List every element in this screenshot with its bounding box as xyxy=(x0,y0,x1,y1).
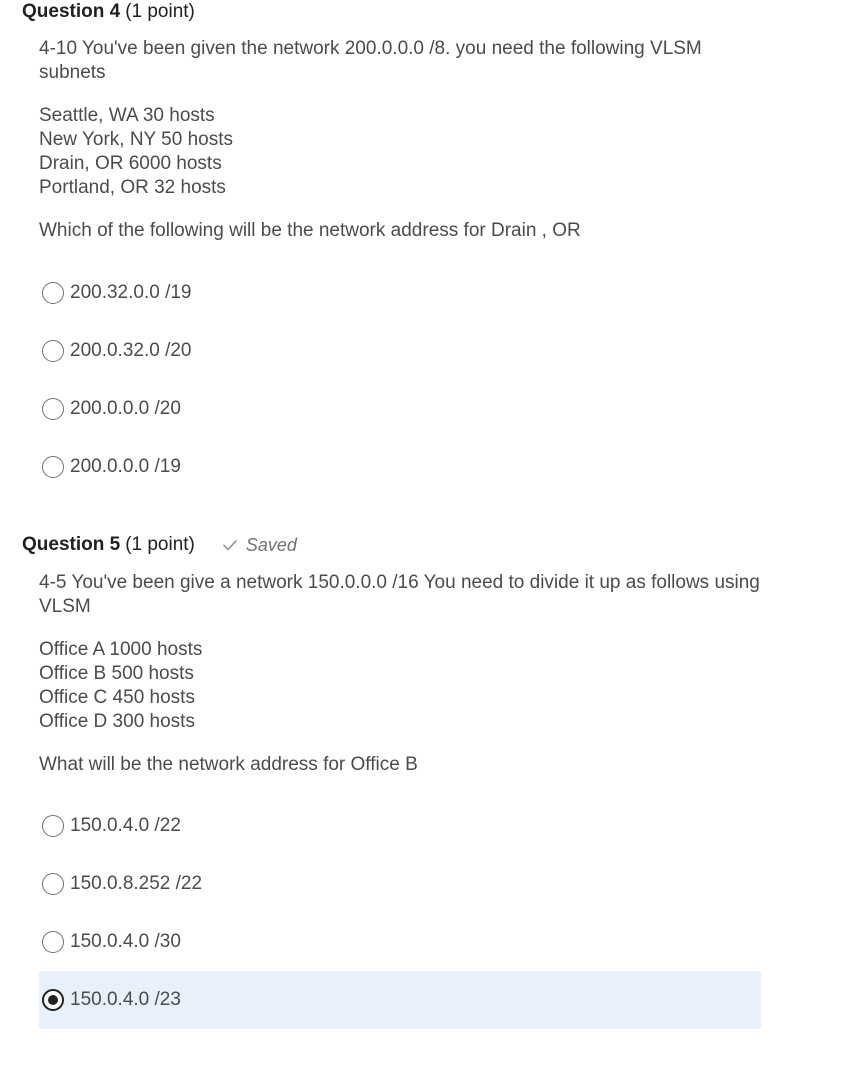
requirement-item: Portland, OR 32 hosts xyxy=(39,177,226,198)
saved-label: Saved xyxy=(245,535,297,555)
answer-options xyxy=(39,797,761,1029)
question-title: Question 5 xyxy=(22,534,121,555)
question-intro: 4-5 You've been give a network 150.0.0.0 /16 You need to divide it up as follows using VLSM xyxy=(39,572,760,617)
saved-status xyxy=(222,533,297,557)
option-label: 150.0.8.252 /22 xyxy=(70,873,203,894)
radio-button[interactable] xyxy=(42,815,64,837)
radio-button[interactable] xyxy=(42,340,64,362)
option-label: 150.0.4.0 /30 xyxy=(70,931,181,952)
answer-option[interactable] xyxy=(39,322,761,380)
question-prompt: What will be the network address for Office B xyxy=(39,754,418,775)
requirement-item: New York, NY 50 hosts xyxy=(39,129,233,150)
requirement-item: Seattle, WA 30 hosts xyxy=(39,105,215,126)
option-label: 150.0.4.0 /23 xyxy=(70,989,181,1010)
answer-option[interactable] xyxy=(39,438,761,496)
radio-button[interactable] xyxy=(42,989,64,1011)
requirement-item: Office D 300 hosts xyxy=(39,711,195,732)
question-prompt: Which of the following will be the network address for Drain , OR xyxy=(39,220,581,241)
question-text xyxy=(39,571,769,777)
question-header xyxy=(22,533,297,557)
requirement-item: Office B 500 hosts xyxy=(39,663,194,684)
requirement-item: Drain, OR 6000 hosts xyxy=(39,153,222,174)
answer-option[interactable] xyxy=(39,264,761,322)
requirement-item: Office C 450 hosts xyxy=(39,687,195,708)
answer-option[interactable] xyxy=(39,380,761,438)
option-label: 200.0.32.0 /20 xyxy=(70,340,192,361)
radio-button[interactable] xyxy=(42,456,64,478)
radio-button[interactable] xyxy=(42,282,64,304)
question-intro: 4-10 You've been given the network 200.0.0.0 /8. you need the following VLSM subnets xyxy=(39,38,702,83)
question-points: (1 point) xyxy=(125,1,195,22)
question-text xyxy=(39,37,769,243)
option-label: 200.0.0.0 /20 xyxy=(70,398,181,419)
option-label: 200.32.0.0 /19 xyxy=(70,282,192,303)
question-points: (1 point) xyxy=(125,534,195,555)
option-label: 150.0.4.0 /22 xyxy=(70,815,181,836)
option-label: 200.0.0.0 /19 xyxy=(70,456,181,477)
radio-button[interactable] xyxy=(42,398,64,420)
radio-button[interactable] xyxy=(42,873,64,895)
answer-options xyxy=(39,264,761,496)
radio-button[interactable] xyxy=(42,931,64,953)
check-icon xyxy=(222,537,238,553)
question-title: Question 4 xyxy=(22,1,121,22)
requirement-item: Office A 1000 hosts xyxy=(39,639,203,660)
answer-option[interactable] xyxy=(39,855,761,913)
requirements-list xyxy=(39,638,769,734)
answer-option[interactable] xyxy=(39,797,761,855)
answer-option[interactable] xyxy=(39,913,761,971)
question-header xyxy=(22,0,195,24)
requirements-list xyxy=(39,104,769,200)
answer-option[interactable] xyxy=(39,971,761,1029)
